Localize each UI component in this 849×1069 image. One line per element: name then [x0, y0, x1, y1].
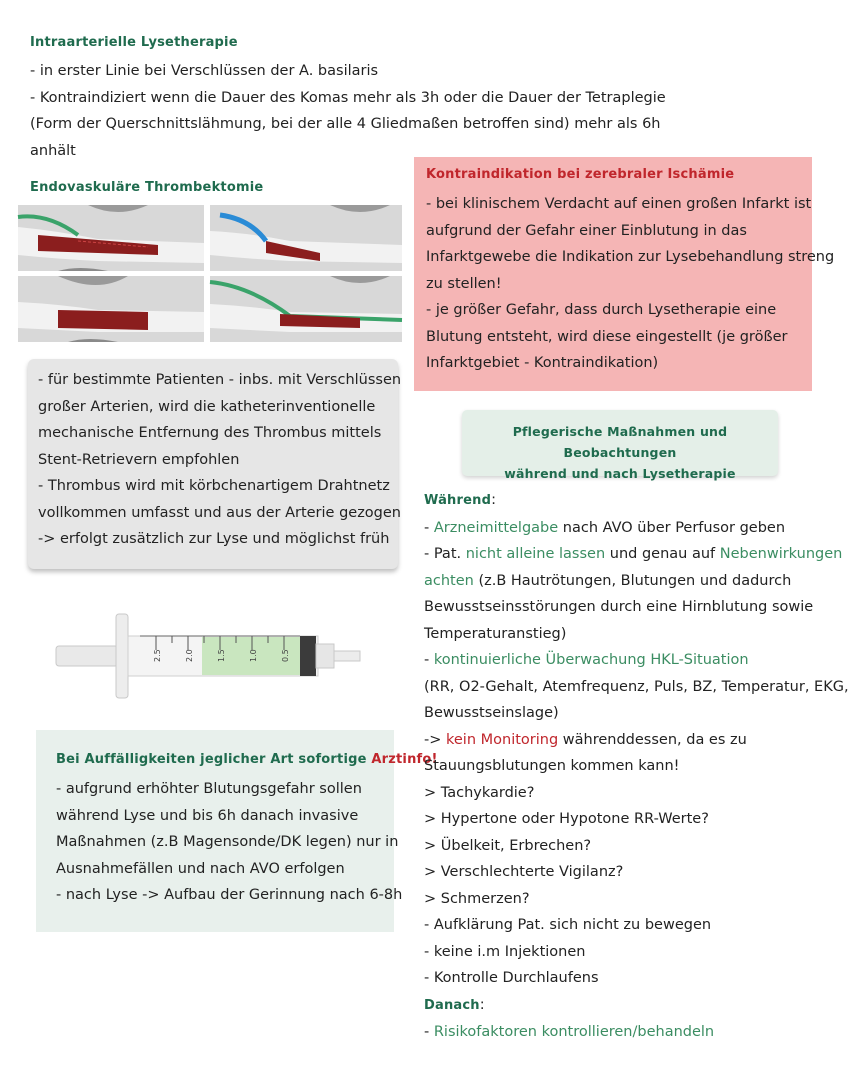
- waehrend-label: Während: [424, 493, 492, 508]
- kontraindikation-line: Infarktgewebe die Indikation zur Lysebehandlung streng: [426, 249, 835, 265]
- thrombektomie-heading: Endovaskuläre Thrombektomie: [30, 180, 264, 195]
- syringe-scale-label: 2.5: [153, 649, 162, 662]
- kontraindikation-heading: Kontraindikation bei zerebraler Ischämie: [426, 167, 735, 182]
- waehrend-item-cont: Temperaturanstieg): [424, 625, 567, 642]
- waehrend-item-cont: Bewusstseinslage): [424, 705, 559, 721]
- highlight-text: Nebenwirkungen: [719, 546, 843, 562]
- thrombektomie-line: großer Arterien, wird die katheterinventionelle: [38, 398, 376, 415]
- waehrend-item: [424, 727, 849, 754]
- thrombektomie-line: - für bestimmte Patienten - inbs. mit Verschlüssen: [38, 372, 402, 388]
- arztinfo-line: Ausnahmefällen und nach AVO erfolgen: [56, 860, 345, 877]
- waehrend-item-cont: Bewusstseinsstörungen durch eine Hirnblutung sowie: [424, 599, 814, 615]
- syringe-scale-label: 2.0: [185, 649, 194, 662]
- bullet: -: [424, 652, 434, 668]
- item-text: - Pat.: [424, 546, 466, 562]
- kontraindikation-line: zu stellen!: [426, 275, 502, 292]
- thrombektomie-illustration: [18, 205, 402, 342]
- kontraindikation-line: - je größer Gefahr, dass durch Lysetherapie eine: [426, 302, 777, 318]
- thrombektomie-box: [28, 359, 402, 569]
- thrombektomie-line: Stent-Retrievern empfohlen: [38, 451, 240, 468]
- warning-text: kein Monitoring: [446, 731, 559, 748]
- arrow: ->: [424, 731, 446, 748]
- highlight-text: nicht alleine lassen: [465, 546, 606, 562]
- thrombektomie-line: -> erfolgt zusätzlich zur Lyse und möglichst früh: [38, 531, 390, 547]
- pflege-heading-box: [462, 410, 778, 481]
- waehrend-colon: :: [491, 492, 496, 508]
- syringe-scale-label: 1.0: [249, 649, 258, 662]
- thrombektomie-line: mechanische Entfernung des Thrombus mittels: [38, 425, 382, 441]
- check-item: > Hypertone oder Hypotone RR-Werte?: [424, 811, 709, 827]
- thrombektomie-line: vollkommen umfasst und aus der Arterie gezogen: [38, 504, 401, 521]
- check-item: > Übelkeit, Erbrechen?: [424, 837, 592, 854]
- arztinfo-heading-red: Arztinfo!: [371, 752, 438, 767]
- danach-label: Danach: [424, 997, 480, 1013]
- illustration-panel-3: [18, 276, 204, 342]
- syringe-scale-label: 0.5: [281, 649, 290, 662]
- lyse-line: (Form der Querschnittslähmung, bei der alle 4 Gliedmaßen betroffen sind) mehr als 6h: [30, 116, 661, 132]
- item-text: (z.B Hautrötungen, Blutungen und dadurch: [473, 572, 792, 589]
- pflege-heading: [462, 421, 778, 484]
- arztinfo-heading: [56, 752, 438, 767]
- waehrend-item-cont: (RR, O2-Gehalt, Atemfrequenz, Puls, BZ, Temperatur, EKG,: [424, 678, 849, 695]
- kontraindikation-line: - bei klinischem Verdacht auf einen großen Infarkt ist: [426, 196, 812, 212]
- waehrend-item: - Aufklärung Pat. sich nicht zu bewegen: [424, 917, 712, 933]
- danach-label-line: [424, 992, 849, 1020]
- highlight-text: Risikofaktoren kontrollieren/behandeln: [433, 1024, 715, 1040]
- check-item: > Tachykardie?: [424, 784, 535, 801]
- waehrend-label-line: [424, 487, 849, 515]
- lyse-line: anhält: [30, 142, 76, 159]
- illustration-panel-4: [210, 276, 402, 342]
- item-text: währenddessen, da es zu: [558, 731, 747, 748]
- kontraindikation-line: Blutung entsteht, wird diese eingestellt (je größer: [426, 328, 788, 345]
- waehrend-item: [424, 541, 849, 568]
- check-item: > Schmerzen?: [424, 890, 530, 907]
- arztinfo-line: Maßnahmen (z.B Magensonde/DK legen) nur in: [56, 834, 399, 850]
- danach-colon: :: [479, 996, 485, 1013]
- bullet: -: [424, 519, 434, 536]
- highlight-text: Arzneimittelgabe: [433, 519, 559, 536]
- highlight-text: achten: [424, 572, 474, 589]
- pflege-heading-line: Pflegerische Maßnahmen und Beobachtungen: [512, 424, 728, 460]
- item-text: und genau auf: [605, 546, 720, 562]
- bullet: -: [424, 1024, 434, 1040]
- item-text: nach AVO über Perfusor geben: [558, 519, 786, 536]
- arztinfo-line: - nach Lyse -> Aufbau der Gerinnung nach 6-8h: [56, 887, 403, 903]
- illustration-panel-2: [210, 205, 402, 271]
- check-item: > Verschlechterte Vigilanz?: [424, 864, 624, 880]
- lyse-heading: Intraarterielle Lysetherapie: [30, 35, 238, 50]
- waehrend-item-cont: Stauungsblutungen kommen kann!: [424, 758, 680, 774]
- pflege-heading-line: während und nach Lysetherapie: [504, 466, 736, 481]
- pflege-content: [424, 487, 849, 1046]
- arztinfo-line: während Lyse und bis 6h danach invasive: [56, 807, 359, 824]
- syringe-scale-label: 1.5: [217, 649, 226, 662]
- highlight-text: kontinuierliche Überwachung HKL-Situation: [433, 652, 749, 668]
- arztinfo-box: [36, 730, 438, 932]
- syringe-illustration: [56, 610, 366, 702]
- lyse-text: [30, 58, 666, 164]
- illustration-panel-1: [18, 205, 204, 271]
- kontraindikation-line: Infarktgebiet - Kontraindikation): [426, 355, 659, 371]
- waehrend-item: [424, 647, 849, 674]
- thrombektomie-line: - Thrombus wird mit körbchenartigem Drahtnetz: [38, 478, 390, 494]
- waehrend-item: [424, 515, 849, 542]
- arztinfo-heading-main: Bei Auffälligkeiten jeglicher Art sofortige: [56, 752, 372, 767]
- arztinfo-line: - aufgrund erhöhter Blutungsgefahr sollen: [56, 781, 362, 797]
- waehrend-item: - keine i.m Injektionen: [424, 943, 586, 960]
- kontraindikation-box: [414, 157, 835, 391]
- lyse-line: - in erster Linie bei Verschlüssen der A. basilaris: [30, 63, 379, 79]
- waehrend-item-cont: [424, 568, 849, 595]
- kontraindikation-line: aufgrund der Gefahr einer Einblutung in das: [426, 222, 747, 239]
- danach-item: [424, 1019, 849, 1046]
- lyse-line: - Kontraindiziert wenn die Dauer des Komas mehr als 3h oder die Dauer der Tetraplegie: [30, 89, 666, 106]
- waehrend-item: - Kontrolle Durchlaufens: [424, 970, 599, 986]
